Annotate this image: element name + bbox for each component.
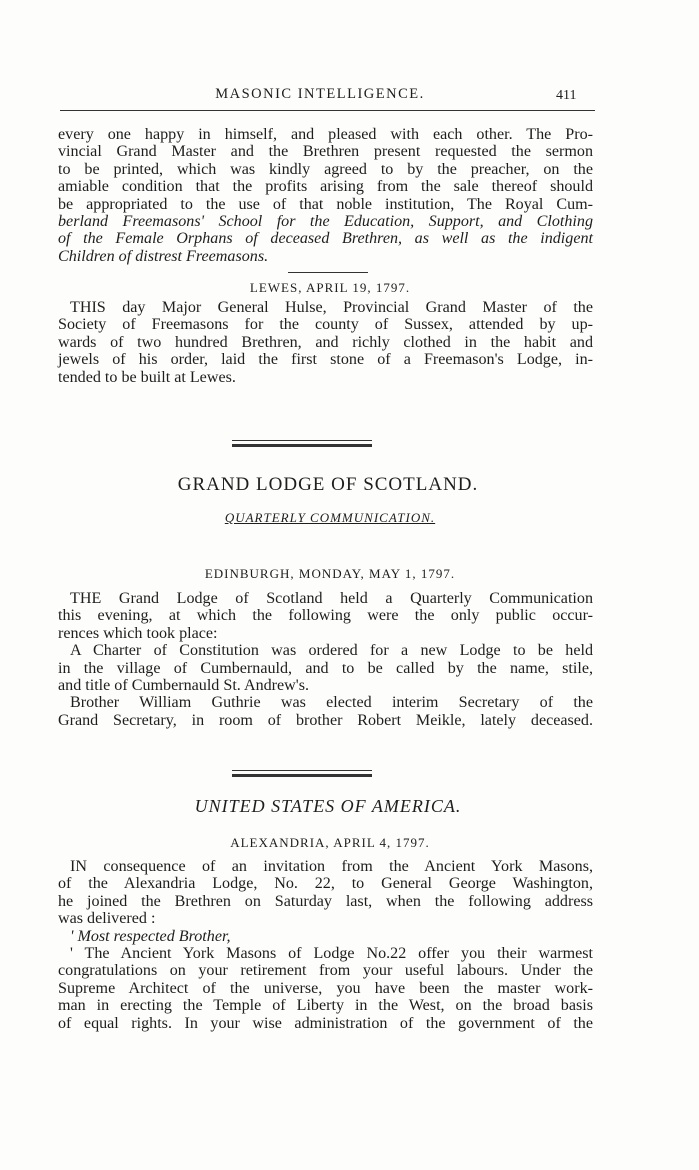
text-line: IN consequence of an invitation from the Ancient York Masons, <box>70 858 593 875</box>
text-line: every one happy in himself, and pleased with each other. The Pro- <box>58 126 593 143</box>
text-line: be appropriated to the use of that noble institution, The Royal Cum- <box>58 195 593 213</box>
text-line: THIS day Major General Hulse, Provincial Grand Master of the <box>70 299 593 316</box>
text-line: in the village of Cumbernauld, and to be called by the name, stile, <box>58 659 593 677</box>
text-line: man in erecting the Temple of Liberty in the West, on the broad basis <box>58 997 593 1015</box>
text-line: Brother William Guthrie was elected interim Secretary of the <box>70 694 593 712</box>
text-line: wards of two hundred Brethren, and richly clothed in the habit and <box>58 333 593 351</box>
header-rule <box>60 110 595 111</box>
text-line: was delivered : <box>58 910 156 928</box>
text-line: THE Grand Lodge of Scotland held a Quarterly Communication <box>70 590 593 607</box>
text-line: Grand Secretary, in room of brother Robert Meikle, lately deceased. <box>58 711 593 729</box>
text-line: ' Most respected Brother, <box>70 927 231 945</box>
double-rule-bottom <box>232 444 372 447</box>
scotland-title: GRAND LODGE OF SCOTLAND. <box>177 474 479 495</box>
usa-title: UNITED STATES OF AMERICA. <box>194 796 462 816</box>
text-line: of the Female Orphans of deceased Brethren, as well as the indigent <box>58 230 593 248</box>
text-line: amiable condition that the profits arising from the sale thereof should <box>58 178 593 196</box>
paragraph-scotland <box>58 590 593 729</box>
text-line: to be printed, which was kindly agreed to by the preacher, on the <box>58 160 593 178</box>
usa-dateline: ALEXANDRIA, APRIL 4, 1797. <box>230 835 430 850</box>
text-line: he joined the Brethren on Saturday last, when the following address <box>58 892 593 910</box>
double-rule-top <box>232 770 372 771</box>
double-rule-top <box>232 440 372 441</box>
text-line: and title of Cumbernauld St. Andrew's. <box>58 677 309 695</box>
paragraph-royal-cumberland <box>58 126 593 265</box>
text-line: A Charter of Constitution was ordered for a new Lodge to be held <box>70 642 593 660</box>
paragraph-usa <box>58 858 593 1032</box>
double-rule-bottom <box>232 774 372 777</box>
text-line: tended to be built at Lewes. <box>58 368 236 386</box>
text-line: vincial Grand Master and the Brethren present requested the sermon <box>58 143 593 161</box>
paragraph-lewes <box>58 299 593 386</box>
text-line: ' The Ancient York Masons of Lodge No.22 offer you their warmest <box>70 945 593 963</box>
text-line: of equal rights. In your wise administration of the government of the <box>58 1014 593 1032</box>
text-line: berland Freemasons' School for the Education, Support, and Clothing <box>58 213 593 231</box>
text-line: congratulations on your retirement from your useful labours. Under the <box>58 962 593 980</box>
text-line: Society of Freemasons for the county of Sussex, attended by up- <box>58 316 593 334</box>
running-title: MASONIC INTELLIGENCE. <box>215 86 425 102</box>
lewes-dateline: LEWES, APRIL 19, 1797. <box>249 280 411 295</box>
text-line: jewels of his order, laid the first stone of a Freemason's Lodge, in- <box>58 351 593 369</box>
text-line: Children of distrest Freemasons. <box>58 247 269 265</box>
text-line: this evening, at which the following were the only public occur- <box>58 607 593 625</box>
scotland-dateline: EDINBURGH, MONDAY, MAY 1, 1797. <box>204 566 456 581</box>
text-line: of the Alexandria Lodge, No. 22, to General George Washington, <box>58 875 593 893</box>
text-line: rences which took place: <box>58 624 218 642</box>
section-divider <box>288 272 368 273</box>
scotland-subtitle: QUARTERLY COMMUNICATION. <box>224 510 436 525</box>
text-line: Supreme Architect of the universe, you have been the master work- <box>58 979 593 997</box>
page-number: 411 <box>556 88 577 103</box>
